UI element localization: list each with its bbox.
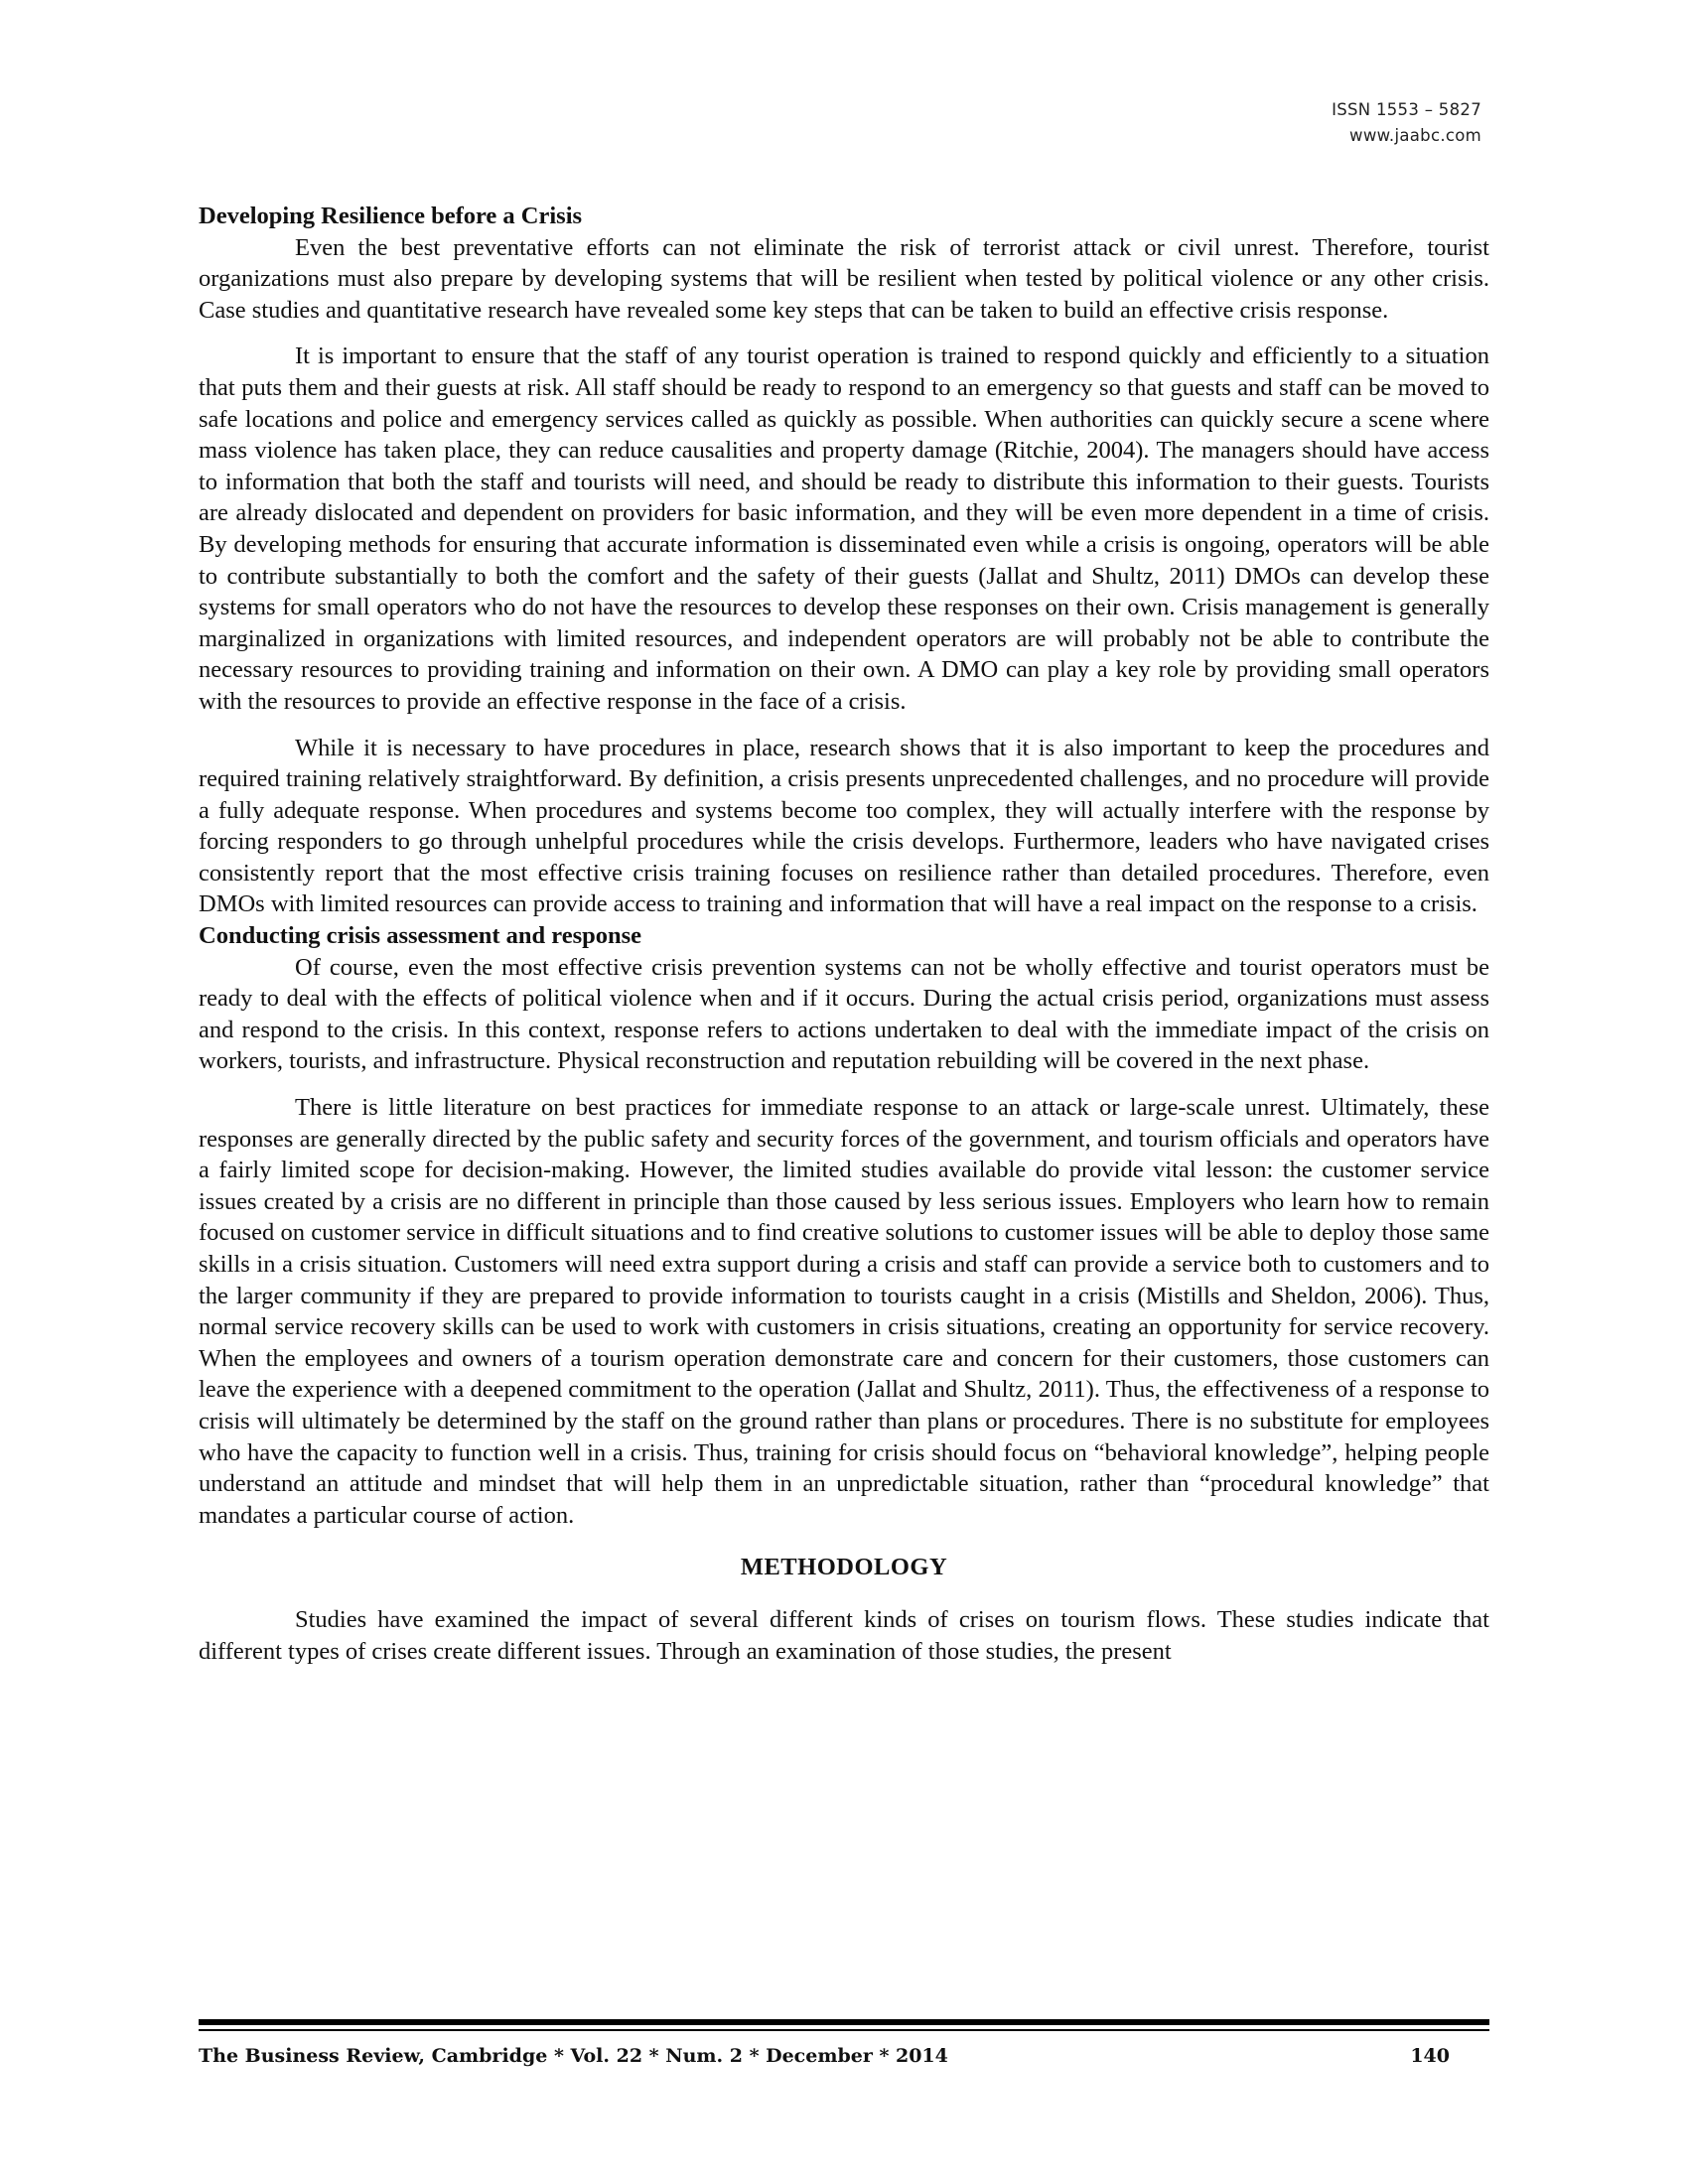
section-heading-resilience: Developing Resilience before a Crisis — [199, 203, 583, 229]
issn-text: ISSN 1553 – 5827 — [1332, 100, 1481, 119]
page-header — [1332, 97, 1481, 149]
page-number: 140 — [1410, 2045, 1450, 2067]
paragraph: Of course, even the most effective crisis prevention systems can not be wholly effective and tourist operators must be ready to deal with the effects of political violence when and if it occurs. During the actual crisis period, organizations must assess and respond to the crisis. In this context, response refers to actions undertaken to deal with the immediate impact of the crisis on workers, tourists, and infrastructure. Physical reconstruction and reputation rebuilding will be covered in the next phase. — [199, 953, 1489, 1075]
paragraph: There is little literature on best practices for immediate response to an attack or large-scale unrest. Ultimately, these responses are generally directed by the public safety and security forces of the government, and tourism officials and operators have a fairly limited scope for decision-making. However, the limited studies available do provide vital lesson: the customer service issues created by a crisis are no different in principle than those caused by less serious issues. Employers who learn how to remain focused on customer service in difficult situations and to find creative solutions to customer issues will be able to deploy those same skills in a crisis situation. Customers will need extra support during a crisis and staff can provide a service both to customers and to the larger community if they are prepared to provide information to tourists caught in a crisis (Mistills and Sheldon, 2006). Thus, normal service recovery skills can be used to work with customers in crisis situations, creating an opportunity for service recovery. When the employees and owners of a tourism operation demonstrate care and concern for their customers, those customers can leave the experience with a deepened commitment to the operation (Jallat and Shultz, 2011). Thus, the effectiveness of a response to crisis will ultimately be determined by the staff on the ground rather than plans or procedures. There is no substitute for employees who have the capacity to function well in a crisis. Thus, training for crisis should focus on “behavioral knowledge”, helping people understand an attitude and mindset that will help them in an unpredictable situation, rather than “procedural knowledge” that mandates a particular course of action. — [199, 1094, 1489, 1529]
website-link[interactable]: www.jaabc.com — [1349, 126, 1481, 145]
paragraph: It is important to ensure that the staff of any tourist operation is trained to respond quickly and efficiently to a situation that puts them and their guests at risk. All staff should be ready to respond to an emergency so that guests and staff can be moved to safe locations and police and emergency services called as quickly as possible. When authorities can quickly secure a scene where mass violence has taken place, they can reduce causalities and property damage (Ritchie, 2004). The managers should have access to information that both the staff and tourists will need, and should be ready to distribute this information to their guests. Tourists are already dislocated and dependent on providers for basic information, and they will be even more dependent in a time of crisis. By developing methods for ensuring that accurate information is disseminated even while a crisis is ongoing, operators will be able to contribute substantially to both the comfort and the safety of their guests (Jallat and Shultz, 2011) DMOs can develop these systems for small operators who do not have the resources to develop these responses on their own. Crisis management is generally marginalized in organizations with limited resources, and independent operators are will probably not be able to contribute the necessary resources to providing training and information on their own. A DMO can play a key role by providing small operators with the resources to provide an effective response in the face of a crisis. — [199, 342, 1489, 715]
article-body — [199, 201, 1489, 1667]
paragraph: Studies have examined the impact of several different kinds of crises on tourism flows. These studies indicate that different types of crises create different issues. Through an examination of those studies, the present — [199, 1605, 1489, 1665]
footer-rule-thick — [199, 2019, 1489, 2025]
page-footer — [199, 2045, 1489, 2067]
journal-citation: The Business Review, Cambridge * Vol. 22 * Num. 2 * December * 2014 — [199, 2045, 948, 2067]
paragraph: Even the best preventative efforts can not eliminate the risk of terrorist attack or civil unrest. Therefore, tourist organizations must also prepare by developing systems that will be resilient when tested by political violence or any other crisis. Case studies and quantitative research have revealed some key steps that can be taken to build an effective crisis response. — [199, 233, 1489, 324]
section-heading-assessment: Conducting crisis assessment and response — [199, 922, 642, 950]
footer-rule-thin — [199, 2029, 1489, 2031]
paragraph: While it is necessary to have procedures in place, research shows that it is also important to keep the procedures and required training relatively straightforward. By definition, a crisis presents unprecedented challenges, and no procedure will provide a fully adequate response. When procedures and systems become too complex, they will actually interfere with the response by forcing responders to go through unhelpful procedures while the crisis develops. Furthermore, leaders who have navigated crises consistently report that the most effective crisis training focuses on resilience rather than detailed procedures. Therefore, even DMOs with limited resources can provide access to training and information that will have a real impact on the response to a crisis. — [199, 734, 1489, 918]
section-heading-methodology: METHODOLOGY — [740, 1554, 948, 1581]
